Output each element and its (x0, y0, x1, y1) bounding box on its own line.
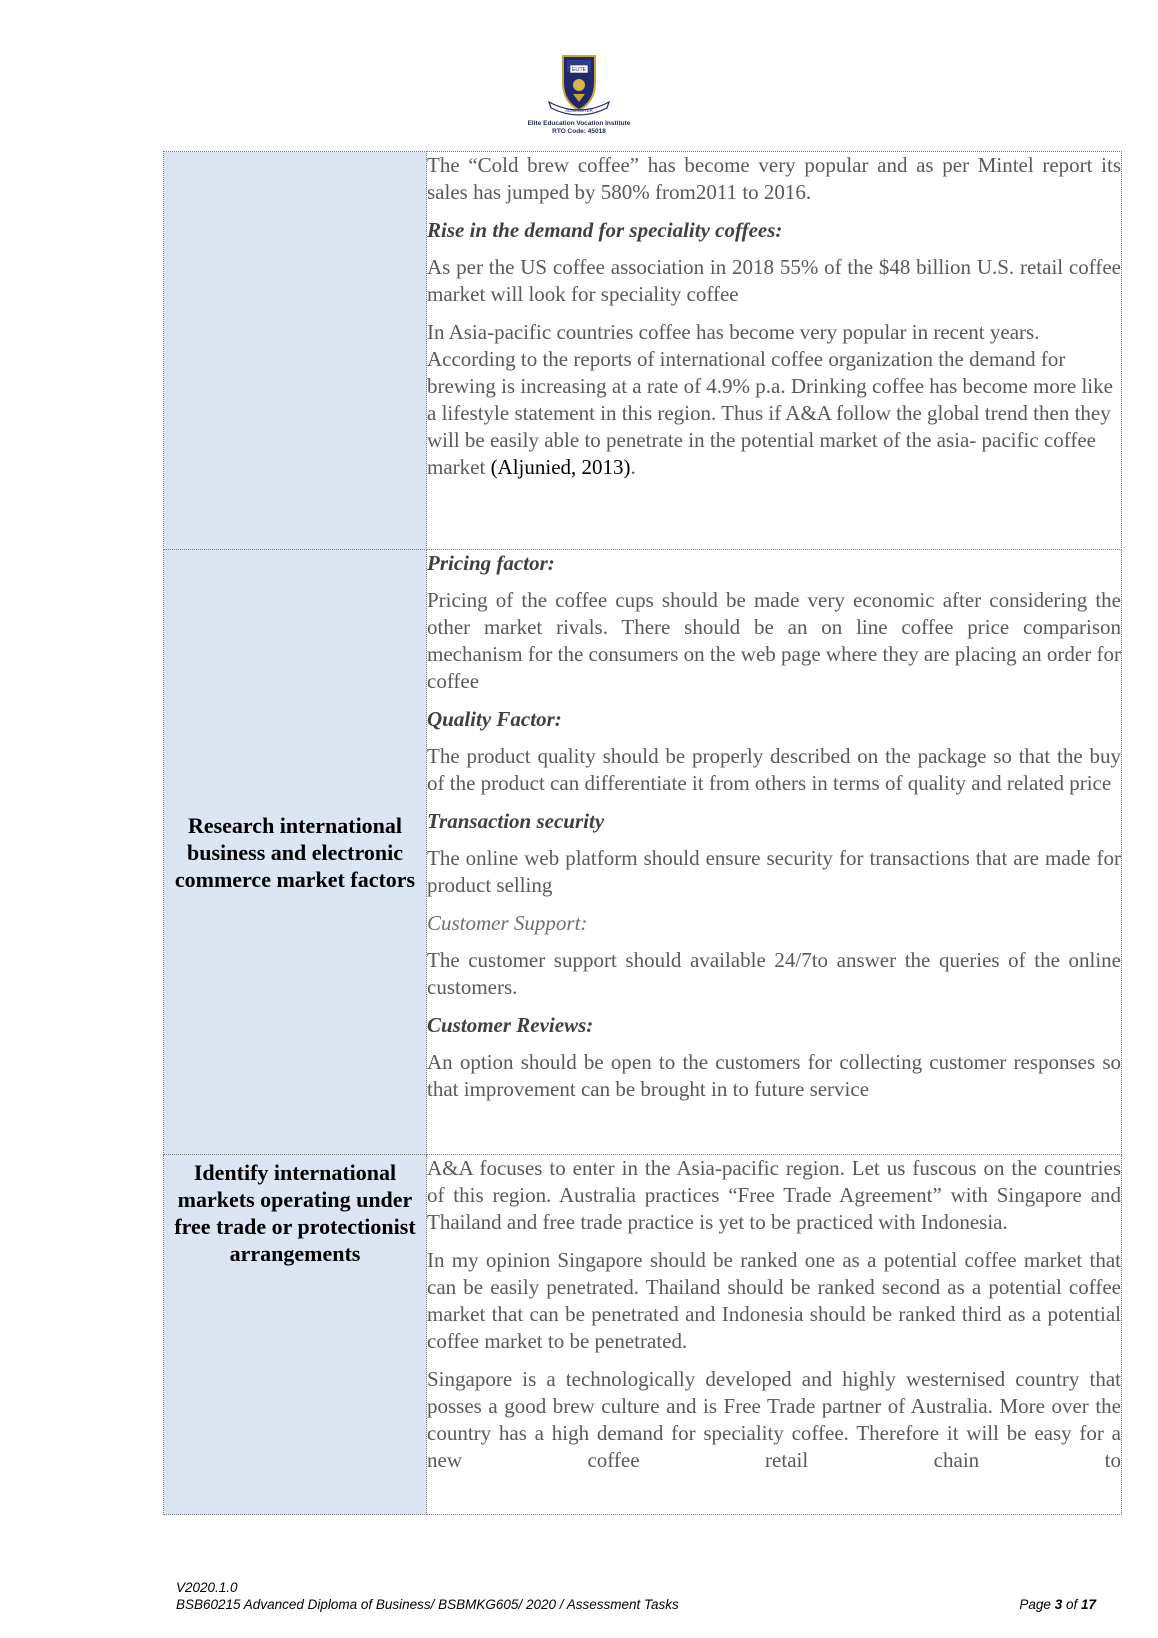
criteria-cell (164, 152, 427, 550)
response-paragraph: The online web platform should ensure security for transactions that are made for product selling (427, 846, 1121, 897)
table-row (164, 152, 1122, 550)
citation: (Aljunied, 2013) (490, 455, 631, 479)
response-paragraph: An option should be open to the customers for collecting customer responses so that improvement can be brought in to future service (427, 1050, 1121, 1101)
criteria-label: Research international business and electronic commerce market factors (174, 812, 416, 892)
response-paragraph: Pricing of the coffee cups should be made very economic after considering the other market rivals. There should be an on line coffee price comparison mechanism for the consumers on the web page where they are placing an order for coffee (427, 588, 1121, 693)
crest-banner-text: ELITE (572, 67, 586, 73)
response-subheading: Rise in the demand for speciality coffees: (427, 218, 783, 242)
response-paragraph: A&A focuses to enter in the Asia-pacific region. Let us fuscous on the countries of this region. Australia practices “Free Trade Agreement” with Singapore and Thailand and free trade practice is yet to be practiced with Indonesia. (427, 1156, 1121, 1234)
version-label: V2020.1.0 (176, 1580, 238, 1595)
assessment-table (163, 151, 1122, 1515)
response-cell (427, 1155, 1122, 1515)
paragraph-tail: . (630, 455, 636, 479)
response-cell (427, 550, 1122, 1155)
crest-ribbon-text: ADMINISTER (565, 108, 593, 113)
response-cell (427, 152, 1122, 550)
page-footer (176, 1579, 1096, 1613)
response-paragraph: The customer support should available 24/7to answer the queries of the online customers. (427, 948, 1121, 999)
total-pages: 17 (1080, 1597, 1096, 1612)
institute-name: Elite Education Vocation Institute (527, 120, 631, 127)
criteria-label: Identify international markets operating under free trade or protectionist arrangements (174, 1160, 416, 1266)
response-subheading: Quality Factor: (427, 707, 562, 731)
response-subheading: Customer Reviews: (427, 1013, 594, 1037)
paragraph-text: In Asia-pacific countries coffee has become very popular in recent years. According to the reports of international coffee organization the demand for brewing is increasing at a rate of 4.9% p.a. Drinking coffee has become more like a lifestyle statement in this region. Thus if A&A follow the global trend then they will be easily able to penetrate in the potential market of the asia- pacific coffee market (427, 320, 1113, 479)
rto-code: RTO Code: 45018 (552, 128, 606, 135)
crest-icon (543, 52, 615, 120)
criteria-cell (164, 550, 427, 1155)
table-row (164, 1155, 1122, 1515)
response-paragraph (427, 319, 1121, 481)
criteria-cell (164, 1155, 427, 1515)
page-number: Page 3 of 17 (1019, 1597, 1096, 1612)
current-page: 3 (1054, 1597, 1063, 1612)
table-row (164, 550, 1122, 1155)
response-subheading: Transaction security (427, 809, 605, 833)
response-subheading: Pricing factor: (427, 551, 555, 575)
response-paragraph: As per the US coffee association in 2018 55% of the $48 billion U.S. retail coffee market will look for speciality coffee (427, 255, 1121, 306)
response-paragraph: The product quality should be properly described on the package so that the buy of the product can differentiate it from others in terms of quality and related price (427, 744, 1121, 795)
response-paragraph: The “Cold brew coffee” has become very popular and as per Mintel report its sales has jumped by 580% from2011 to 2016. (427, 153, 1121, 204)
course-line: BSB60215 Advanced Diploma of Business/ BSBMKG605/ 2020 / Assessment Tasks (176, 1597, 679, 1612)
response-paragraph: In my opinion Singapore should be ranked one as a potential coffee market that can be easily penetrated. Thailand should be ranked second as a potential coffee market that can be penetrated and Indonesia should be ranked third as a potential coffee market to be penetrated. (427, 1248, 1121, 1353)
institute-logo (0, 52, 1158, 136)
response-paragraph: Singapore is a technologically developed and highly westernised country that posses a good brew culture and is Free Trade partner of Australia. More over the country has a high demand for speciality coffee. Therefore it will be easy for a new coffee retail chain to (427, 1367, 1121, 1472)
response-subheading: Customer Support: (427, 911, 588, 935)
